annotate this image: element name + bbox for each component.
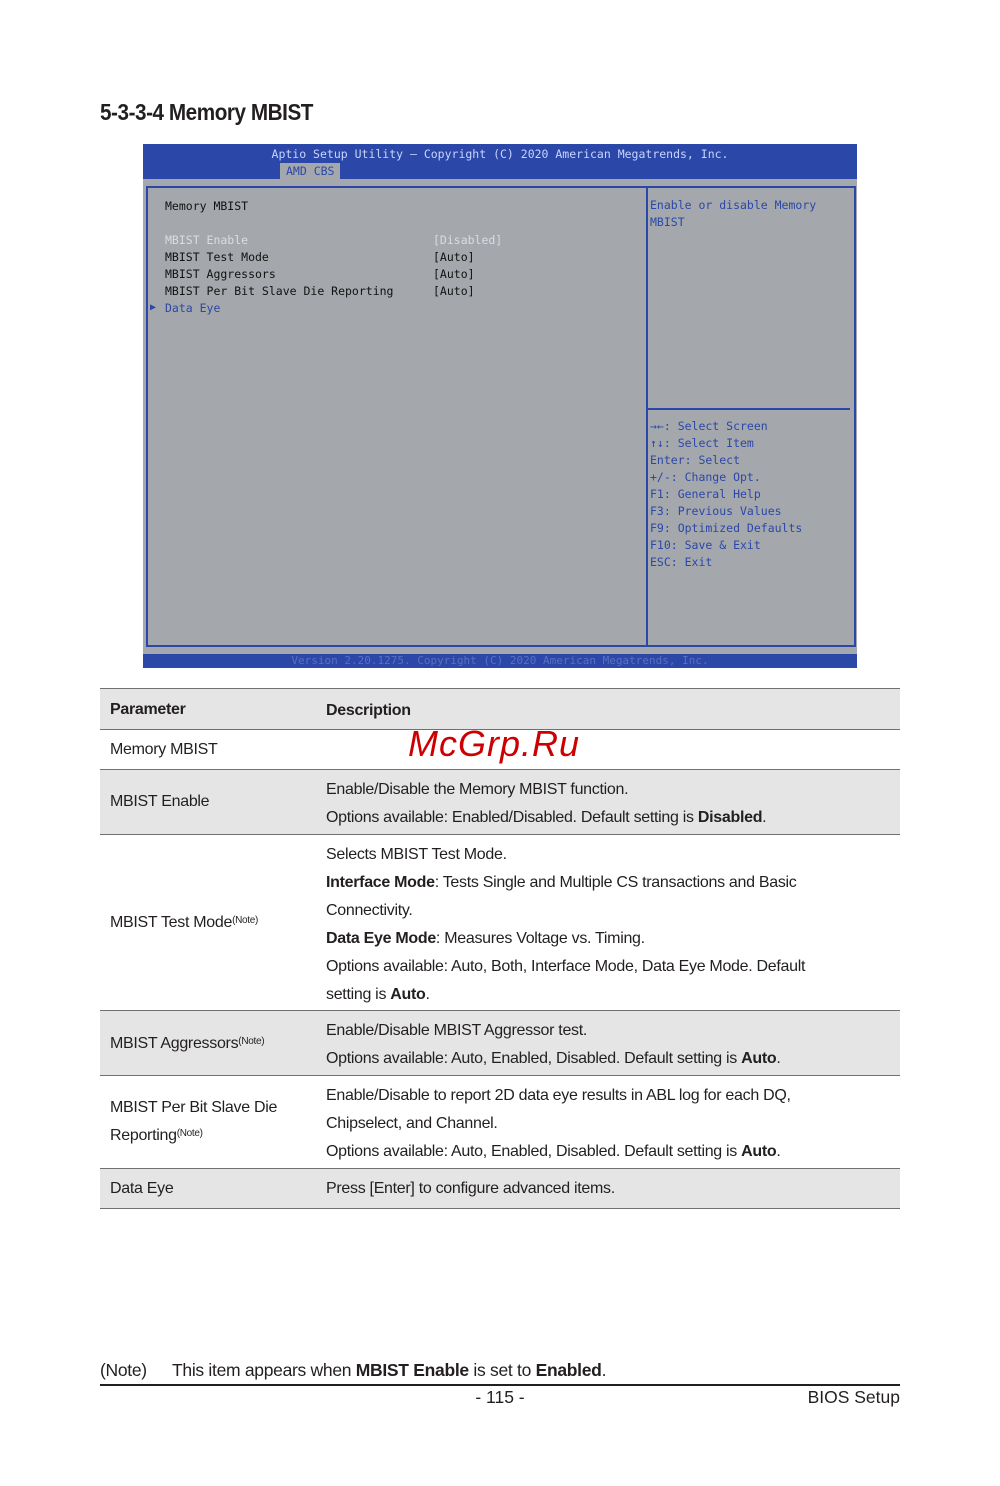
table-divider (100, 1208, 900, 1209)
table-row (100, 1076, 900, 1169)
bios-value-mbist-test-mode[interactable]: [Auto] (433, 250, 475, 264)
footnote-bold: Enabled (535, 1360, 602, 1380)
footer-section-name: BIOS Setup (807, 1387, 900, 1407)
key-hint: Enter: Select (650, 453, 741, 467)
section-title: 5-3-3-4 Memory MBIST (100, 99, 314, 125)
key-hint: F10: Save & Exit (650, 538, 761, 552)
submenu-arrow-icon: ▶ (150, 302, 157, 313)
desc-text: Options available: Enabled/Disabled. Default setting is (326, 809, 698, 826)
key-hint: +/-: Change Opt. (650, 470, 761, 484)
bios-item-mbist-aggressors[interactable]: MBIST Aggressors (165, 267, 276, 281)
desc-text: . (425, 986, 430, 1003)
help-text-line: MBIST (650, 215, 685, 229)
param-data-eye: Data Eye (110, 1180, 174, 1197)
desc-text: : Measures Voltage vs. Timing. (435, 930, 645, 947)
table-row (100, 1011, 900, 1076)
desc-text: Options available: Auto, Enabled, Disabled. Default setting is (326, 1143, 742, 1160)
footnote-text: is set to (468, 1360, 536, 1380)
footnote-bold: MBIST Enable (355, 1360, 469, 1380)
desc-bold: Auto (741, 1143, 777, 1160)
key-hint: F3: Previous Values (650, 504, 782, 518)
desc-line (326, 804, 896, 832)
desc-line (326, 925, 896, 953)
footer-rule (100, 1384, 900, 1386)
desc-line (326, 981, 896, 1009)
key-hint: ESC: Exit (650, 555, 713, 569)
table-row (100, 835, 900, 1011)
bios-help-panel (646, 186, 856, 647)
table-row (100, 1169, 900, 1209)
bios-submenu-data-eye[interactable]: Data Eye (165, 301, 221, 315)
desc-line (326, 1045, 896, 1073)
table-row (100, 770, 900, 835)
bios-title: Aptio Setup Utility – Copyright (C) 2020 American Megatrends, Inc. (271, 147, 729, 161)
param-text: Reporting (110, 1127, 177, 1144)
desc-mbist-per-bit (326, 1082, 896, 1166)
desc-text: . (776, 1143, 781, 1160)
desc-mbist-test-mode (326, 841, 896, 1009)
bios-header (143, 144, 857, 179)
param-text: MBIST Per Bit Slave Die (110, 1099, 278, 1116)
footnote-text: . (601, 1360, 607, 1380)
bios-value-mbist-per-bit[interactable]: [Auto] (433, 284, 475, 298)
param-mbist-aggressors (110, 1030, 264, 1058)
desc-line: Connectivity. (326, 902, 413, 919)
param-memory-mbist: Memory MBIST (110, 741, 218, 758)
help-text-line: Enable or disable Memory (650, 198, 817, 212)
tab-amd-cbs[interactable]: AMD CBS (280, 163, 340, 179)
desc-line (326, 1138, 896, 1166)
note-marker: (Note) (232, 915, 259, 926)
param-text: MBIST Test Mode (110, 914, 233, 931)
bios-value-mbist-aggressors[interactable]: [Auto] (433, 267, 475, 281)
header-parameter: Parameter (110, 701, 186, 718)
desc-bold: Disabled (697, 809, 763, 826)
desc-bold: Data Eye Mode (326, 930, 436, 947)
desc-text: setting is (326, 986, 391, 1003)
footnote-text: This item appears when (172, 1360, 356, 1380)
desc-bold: Auto (741, 1050, 777, 1067)
footnote-tag: (Note) (100, 1360, 147, 1380)
desc-text: Options available: Auto, Enabled, Disabled. Default setting is (326, 1050, 742, 1067)
footnote (100, 1360, 606, 1381)
note-marker: (Note) (176, 1128, 203, 1139)
key-hint: F9: Optimized Defaults (650, 521, 803, 535)
param-mbist-test-mode (110, 909, 258, 937)
desc-text: . (762, 809, 767, 826)
param-mbist-enable: MBIST Enable (110, 793, 210, 810)
bios-item-mbist-per-bit[interactable]: MBIST Per Bit Slave Die Reporting (165, 284, 394, 298)
note-marker: (Note) (238, 1036, 265, 1047)
desc-line: Selects MBIST Test Mode. (326, 846, 507, 863)
desc-text: : Tests Single and Multiple CS transactions and Basic (434, 874, 797, 891)
desc-line: Enable/Disable MBIST Aggressor test. (326, 1022, 588, 1039)
desc-bold: Interface Mode (326, 874, 435, 891)
key-hint: ↑↓: Select Item (650, 436, 754, 450)
desc-line: Enable/Disable to report 2D data eye results in ABL log for each DQ, (326, 1087, 791, 1104)
desc-bold: Auto (390, 986, 426, 1003)
bios-value-mbist-enable[interactable]: [Disabled] (433, 233, 503, 247)
watermark: McGrp.Ru (408, 723, 581, 764)
key-hint: →←: Select Screen (650, 419, 768, 433)
desc-line: Chipselect, and Channel. (326, 1115, 498, 1132)
bios-item-mbist-enable[interactable]: MBIST Enable (165, 233, 249, 247)
desc-text: . (776, 1050, 781, 1067)
key-hint: F1: General Help (650, 487, 761, 501)
page-number: - 115 - (475, 1387, 525, 1407)
desc-line: Options available: Auto, Both, Interface Mode, Data Eye Mode. Default (326, 958, 806, 975)
header-description: Description (326, 702, 411, 719)
bios-menu-title: Memory MBIST (165, 199, 249, 213)
param-mbist-per-bit (110, 1094, 277, 1150)
desc-mbist-aggressors (326, 1017, 896, 1073)
param-text: MBIST Aggressors (110, 1035, 239, 1052)
bios-screenshot (143, 144, 857, 668)
desc-mbist-enable (326, 776, 896, 832)
desc-line (326, 869, 896, 897)
param-text-line (110, 1122, 277, 1150)
bios-main-panel (146, 186, 648, 647)
bios-footer: Version 2.20.1275. Copyright (C) 2020 American Megatrends, Inc. (143, 654, 857, 668)
help-divider (648, 408, 850, 410)
desc-data-eye: Press [Enter] to configure advanced items. (326, 1180, 615, 1197)
desc-line: Enable/Disable the Memory MBIST function. (326, 781, 629, 798)
table-divider (100, 688, 900, 689)
bios-item-mbist-test-mode[interactable]: MBIST Test Mode (165, 250, 269, 264)
